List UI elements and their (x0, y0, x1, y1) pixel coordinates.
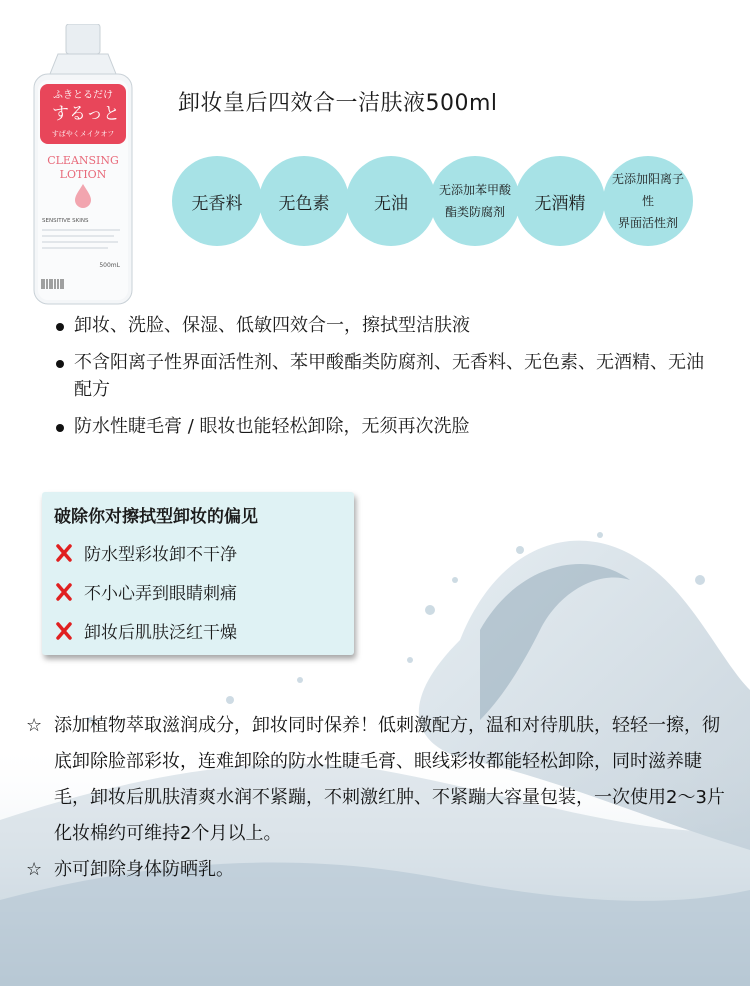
myth-item-label: 卸妆后肌肤泛红干燥 (84, 623, 237, 643)
svg-text:500mL: 500mL (99, 262, 120, 269)
svg-text:ふきとるだけ: ふきとるだけ (53, 90, 113, 101)
description-text: 添加植物萃取滋润成分，卸妆同时保养！低刺激配方，温和对待肌肤，轻轻一擦，彻底卸除脸部彩妆，连难卸除的防水性睫毛膏、眼线彩妆都能轻松卸除，同时滋养睫毛，卸妆后肌肤清爽水润不紧蹦，不刺激红肿、不紧蹦大容量包装，一次使用2～3片化妆棉约可维持2个月以上。 (54, 715, 725, 844)
benefit-list (54, 312, 734, 450)
myth-item (56, 540, 237, 565)
product-title: 卸妆皇后四效合一洁肤液500ml (178, 91, 498, 116)
description-text: 亦可卸除身体防晒乳。 (54, 859, 234, 880)
feature-label: 无香料 (191, 193, 243, 214)
description-paragraph (26, 708, 726, 852)
feature-label: 无添加苯甲酸 酯类防腐剂 (438, 183, 511, 219)
myth-item-label: 防水型彩妆卸不干净 (84, 545, 237, 565)
feature-label: 无油 (374, 193, 408, 214)
feature-circle-oil-free (346, 156, 436, 246)
feature-label: 无色素 (278, 193, 330, 214)
svg-text:するっと: するっと (52, 104, 120, 124)
star-icon: ☆ (26, 859, 43, 880)
feature-circle-alcohol-free (515, 156, 605, 246)
star-icon: ☆ (26, 715, 43, 736)
myth-box-title: 破除你对擦拭型卸妆的偏见 (54, 507, 258, 527)
svg-text:すばやくメイクオフ: すばやくメイクオフ (51, 130, 115, 138)
svg-text:LOTION: LOTION (59, 168, 107, 181)
svg-text:SENSITIVE SKINS: SENSITIVE SKINS (42, 218, 89, 224)
benefit-item: 防水性睫毛膏 / 眼妆也能轻松卸除，无须再次洗脸 (54, 413, 734, 440)
feature-circle-cationic-free (603, 156, 693, 246)
feature-circle-color-free (259, 156, 349, 246)
benefit-item: 不含阳离子性界面活性剂、苯甲酸酯类防腐剂、无香料、无色素、无酒精、无油配方 (54, 349, 714, 403)
myth-item (56, 579, 237, 604)
svg-text:CLEANSING: CLEANSING (47, 154, 119, 167)
x-mark-icon (56, 583, 72, 601)
feature-circle-fragrance-free (172, 156, 262, 246)
feature-label: 无添加阳离子性 界面活性剂 (611, 172, 684, 230)
x-mark-icon (56, 544, 72, 562)
feature-label: 无酒精 (534, 193, 586, 214)
myth-item (56, 618, 237, 643)
benefit-item: 卸妆、洗脸、保湿、低敏四效合一，擦拭型洁肤液 (54, 312, 734, 339)
myth-buster-box (42, 492, 354, 655)
description-paragraph (26, 852, 726, 888)
product-bottle-image (28, 24, 138, 306)
product-description (26, 708, 726, 888)
x-mark-icon (56, 622, 72, 640)
feature-circle-paraben-free (430, 156, 520, 246)
myth-item-label: 不小心弄到眼睛刺痛 (84, 584, 237, 604)
